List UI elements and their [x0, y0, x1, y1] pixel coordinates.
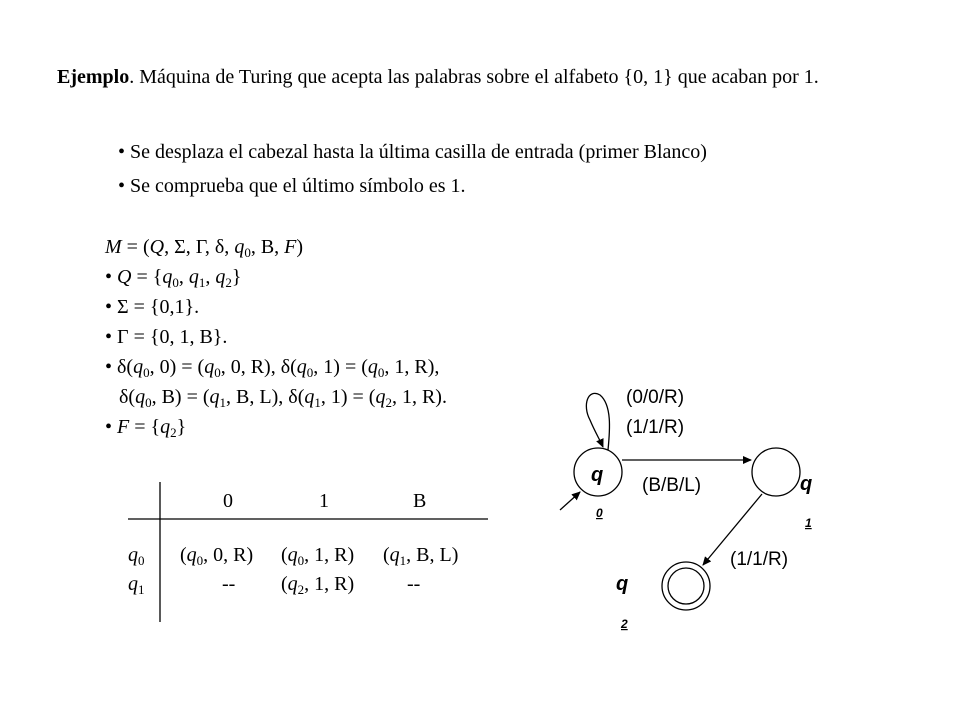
- transition-q1-q2-label: (1/1/R): [730, 549, 789, 570]
- def-states: • $Q = \{q_0$, $q_1$, $q_2$}: [105, 266, 242, 290]
- table-header-1: 1: [319, 490, 329, 512]
- initial-arrow: [560, 492, 580, 510]
- intro-text: . Máquina de Turing que acepta las palabras sobre el alfabeto {0, 1} que acaban por 1.: [129, 66, 819, 88]
- bullet-item: • Se desplaza el cabezal hasta la última casilla de entrada (primer Blanco): [118, 141, 707, 163]
- table-cell: ($q_0$, 1, R): [281, 544, 355, 568]
- table-state-q0: $q_0$: [128, 544, 145, 568]
- state-q0-sub: 0: [596, 506, 603, 520]
- table-state-q1: $q_1$: [128, 573, 145, 597]
- def-final: • $F = \{q_2\}$: [105, 416, 187, 440]
- state-q2-outer-circle: [662, 562, 710, 610]
- loop-label-1: (0/0/R): [626, 387, 685, 408]
- def-gamma: • Γ = {0, 1, B}.: [105, 326, 228, 348]
- bullet-text: Se desplaza el cabezal hasta la última casilla de entrada (primer Blanco): [130, 141, 707, 163]
- state-q0-label: q: [591, 464, 604, 486]
- def-delta-1: • $\delta(q_0$, $0) = (q_0$, 0, R), $\delta(q_0$, $1) = (q_0$, 1, R),: [105, 356, 440, 380]
- table-header-0: 0: [223, 490, 233, 512]
- state-q1-sub: 1: [805, 516, 812, 530]
- bullet-text: Se comprueba que el último símbolo es 1.: [130, 175, 466, 197]
- def-delta-2: $\delta(q_0$, $B) = (q_1$, B, L), $\delta(q_1$, $1) = (q_2$, 1, R).: [119, 386, 447, 410]
- transition-q0-q1-label: (B/B/L): [642, 475, 702, 496]
- self-loop-arrow: [586, 393, 609, 450]
- table-cell: ($q_1$, B, L): [383, 544, 459, 568]
- state-q1-circle: [752, 448, 800, 496]
- def-tuple: M = (Q, Σ, Γ, δ, $q_0$, B, F): [105, 236, 304, 260]
- bullet-item: • Se comprueba que el último símbolo es 1.: [118, 175, 466, 197]
- table-cell: ($q_0$, 0, R): [180, 544, 254, 568]
- loop-label-2: (1/1/R): [626, 417, 685, 438]
- state-q2-label: q: [616, 573, 629, 595]
- intro-bold: Ejemplo: [57, 66, 130, 88]
- def-sigma: • Σ = {0,1}.: [105, 296, 200, 318]
- table-header-B: B: [413, 490, 427, 512]
- table-cell: --: [407, 573, 421, 595]
- table-cell: --: [222, 573, 236, 595]
- state-q2-sub: 2: [621, 617, 628, 631]
- state-q1-label: q: [800, 473, 813, 495]
- state-q2-inner-circle: [668, 568, 704, 604]
- table-cell: ($q_2$, 1, R): [281, 573, 355, 597]
